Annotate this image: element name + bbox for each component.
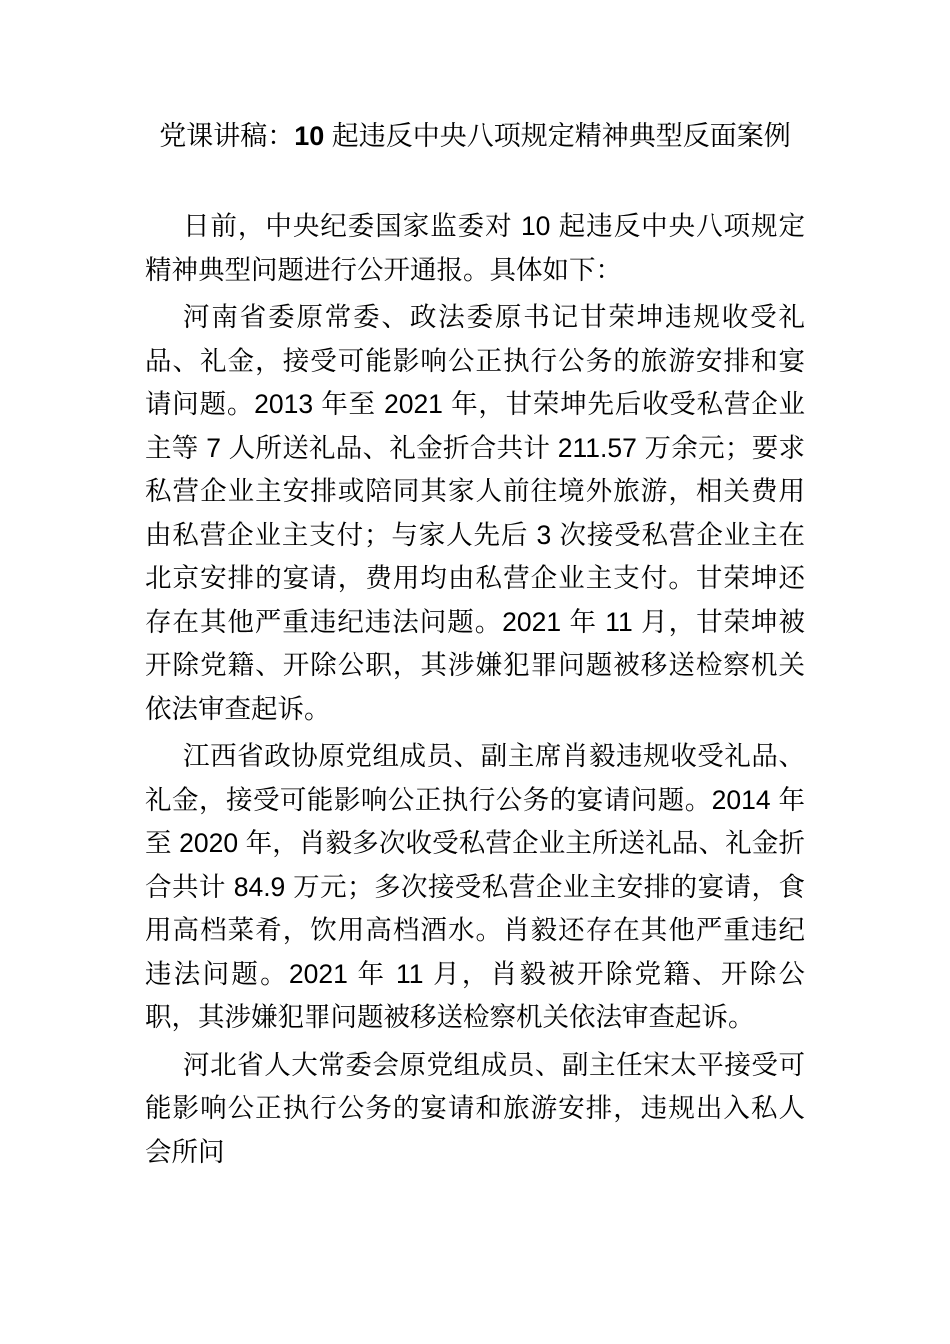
document-title-prefix: 党课讲稿：: [159, 121, 295, 151]
paragraph-case-songtaiping: 河北省人大常委会原党组成员、副主任宋太平接受可能影响公正执行公务的宴请和旅游安排，违规出入私人会所问: [145, 1049, 805, 1167]
paragraph-case-xiaoyi: 江西省政协原党组成员、副主席肖毅违规收受礼品、礼金，接受可能影响公正执行公务的宴请问题。2014 年至 2020 年，肖毅多次收受私营企业主所送礼品、礼金折合共计 84.9 万元；多次接受私营企业主安排的宴请，食用高档菜肴，饮用高档酒水。肖毅还存在其他严重违纪违法问题。2021 年 11 月，肖毅被开除党籍、开除公职，其涉嫌犯罪问题被移送检察机关依法审查起诉。: [145, 741, 805, 1032]
document-title-suffix: 起违反中央八项规定精神典型反面案例: [324, 121, 791, 151]
paragraph-case-ganrongkun: 河南省委原常委、政法委原书记甘荣坤违规收受礼品、礼金，接受可能影响公正执行公务的旅游安排和宴请问题。2013 年至 2021 年，甘荣坤先后收受私营企业主等 7 人所送礼品、礼金折合共计 211.57 万余元；要求私营企业主安排或陪同其家人前往境外旅游，相关费用由私营企业主支付；与家人先后 3 次接受私营企业主在北京安排的宴请，费用均由私营企业主支付。甘荣坤还存在其他严重违纪违法问题。2021 年 11 月，甘荣坤被开除党籍、开除公职，其涉嫌犯罪问题被移送检察机关依法审查起诉。: [145, 302, 805, 724]
document-title: [145, 115, 805, 158]
document-title-number: 10: [294, 121, 325, 151]
paragraph-intro: 日前，中央纪委国家监委对 10 起违反中央八项规定精神典型问题进行公开通报。具体如下：: [145, 211, 805, 285]
